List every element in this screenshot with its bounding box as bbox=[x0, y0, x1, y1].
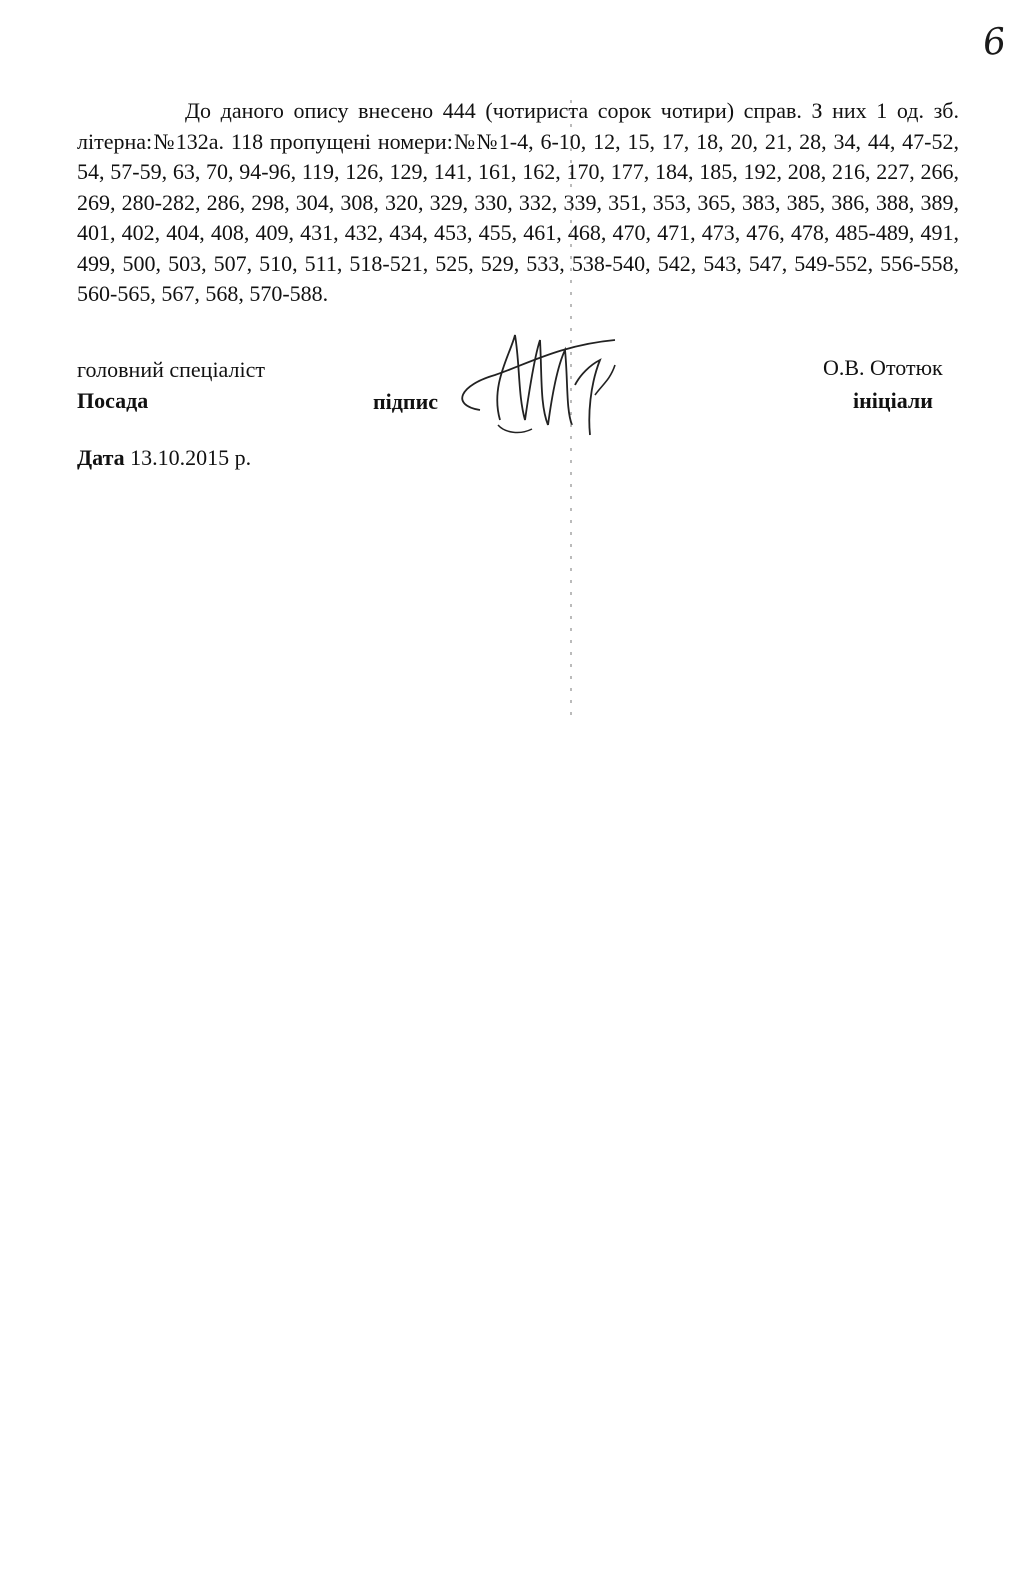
initials-value: О.В. Ототюк bbox=[823, 355, 943, 380]
page-number: 6 bbox=[980, 20, 1008, 65]
body-paragraph: До даного опису внесено 444 (чотириста сорок чотири) справ. З них 1 од. зб. літерна:№132а. 118 пропущені номери:№№1-4, 6-10, 12, 15, 17, 18, 20, 21, 28, 34, 44, 47-52, 54, 57-59, 63, 70, 94-96, 119, 126, 129, 141, 161, 162, 170, 177, 184, 185, 192, 208, 216, 227, 266, 269, 280-282, 286, 298, 304, 308, 320, 329, 330, 332, 339, 351, 353, 365, 383, 385, 386, 388, 389, 401, 402, 404, 408, 409, 431, 432, 434, 453, 455, 461, 468, 470, 471, 473, 476, 478, 485-489, 491, 499, 500, 503, 507, 510, 511, 518-521, 525, 529, 533, 538-540, 542, 543, 547, 549-552, 556-558, 560-565, 567, 568, 570-588. bbox=[77, 98, 959, 306]
scan-fold-line bbox=[570, 100, 572, 720]
handwritten-signature bbox=[440, 325, 630, 445]
date-label: Дата bbox=[77, 445, 125, 470]
position-label: Посада bbox=[77, 388, 149, 413]
initials-label: ініціали bbox=[853, 388, 933, 413]
date-value: 13.10.2015 р. bbox=[130, 445, 252, 470]
position-value: головний спеціаліст bbox=[77, 357, 265, 382]
signature-label: підпис bbox=[373, 389, 439, 414]
date-row bbox=[77, 445, 251, 471]
